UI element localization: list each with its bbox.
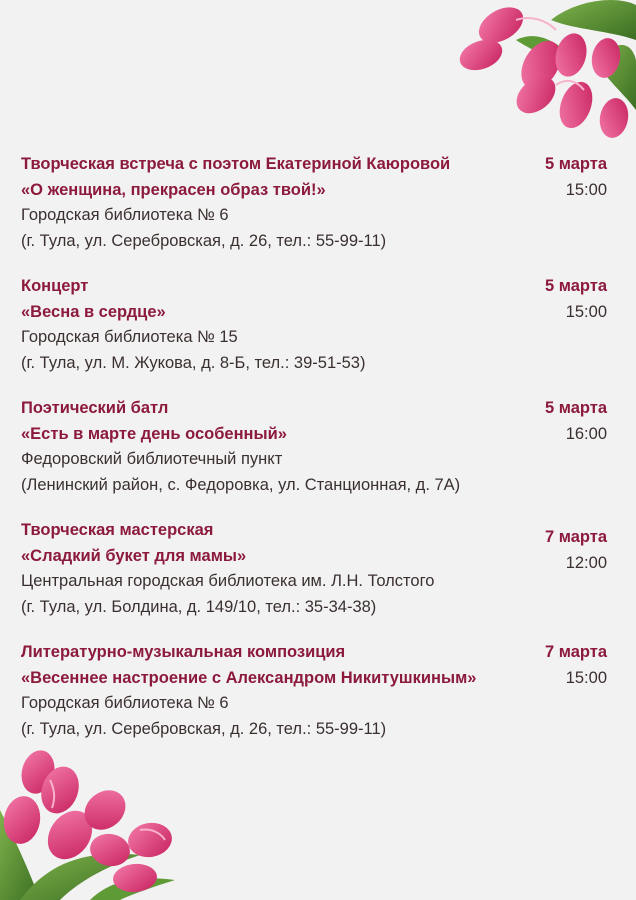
event-title: Творческая мастерская [21, 521, 214, 539]
event-address: (Ленинский район, с. Федоровка, ул. Станционная, д. 7А) [21, 475, 461, 494]
event-title: Литературно-музыкальная композиция [21, 643, 346, 661]
event-time: 15:00 [565, 302, 607, 321]
event-subtitle: «Весна в сердце» [21, 302, 166, 321]
event-title: Концерт [21, 277, 89, 295]
event-address: (г. Тула, ул. Болдина, д. 149/10, тел.: 35-34-38) [21, 597, 377, 616]
event-item [21, 396, 609, 498]
event-datetime [545, 525, 607, 576]
event-place: Федоровский библиотечный пункт [21, 450, 283, 468]
event-list [21, 152, 609, 762]
event-datetime [545, 396, 607, 447]
event-place: Городская библиотека № 6 [21, 694, 229, 712]
event-place: Центральная городская библиотека им. Л.Н. Толстого [21, 572, 435, 590]
event-datetime [545, 152, 607, 203]
event-date: 5 марта [544, 399, 607, 417]
event-date: 7 марта [544, 528, 607, 546]
event-address: (г. Тула, ул. М. Жукова, д. 8-Б, тел.: 39-51-53) [21, 353, 366, 372]
event-time: 12:00 [565, 553, 607, 572]
event-address: (г. Тула, ул. Серебровская, д. 26, тел.: 55-99-11) [21, 719, 387, 738]
event-place: Городская библиотека № 6 [21, 206, 229, 224]
event-date: 5 марта [544, 277, 607, 295]
tulip-bouquet-bottom-icon [0, 750, 185, 900]
event-subtitle: «Весеннее настроение с Александром Никитушкиным» [21, 668, 477, 687]
event-datetime [545, 274, 607, 325]
event-date: 5 марта [544, 155, 607, 173]
event-place: Городская библиотека № 15 [21, 328, 238, 346]
event-title: Творческая встреча с поэтом Екатериной Каюровой [21, 155, 451, 173]
event-subtitle: «О женщина, прекрасен образ твой!» [21, 180, 326, 199]
event-date: 7 марта [544, 643, 607, 661]
event-subtitle: «Сладкий букет для мамы» [21, 546, 247, 565]
event-time: 15:00 [565, 668, 607, 687]
event-item [21, 518, 609, 620]
event-item [21, 640, 609, 742]
event-subtitle: «Есть в марте день особенный» [21, 424, 287, 443]
event-time: 15:00 [565, 180, 607, 199]
tulip-bouquet-top-icon [456, 0, 636, 150]
event-title: Поэтический батл [21, 399, 169, 417]
event-item [21, 274, 609, 376]
event-item [21, 152, 609, 254]
event-datetime [545, 640, 607, 691]
event-address: (г. Тула, ул. Серебровская, д. 26, тел.: 55-99-11) [21, 231, 387, 250]
event-time: 16:00 [565, 424, 607, 443]
